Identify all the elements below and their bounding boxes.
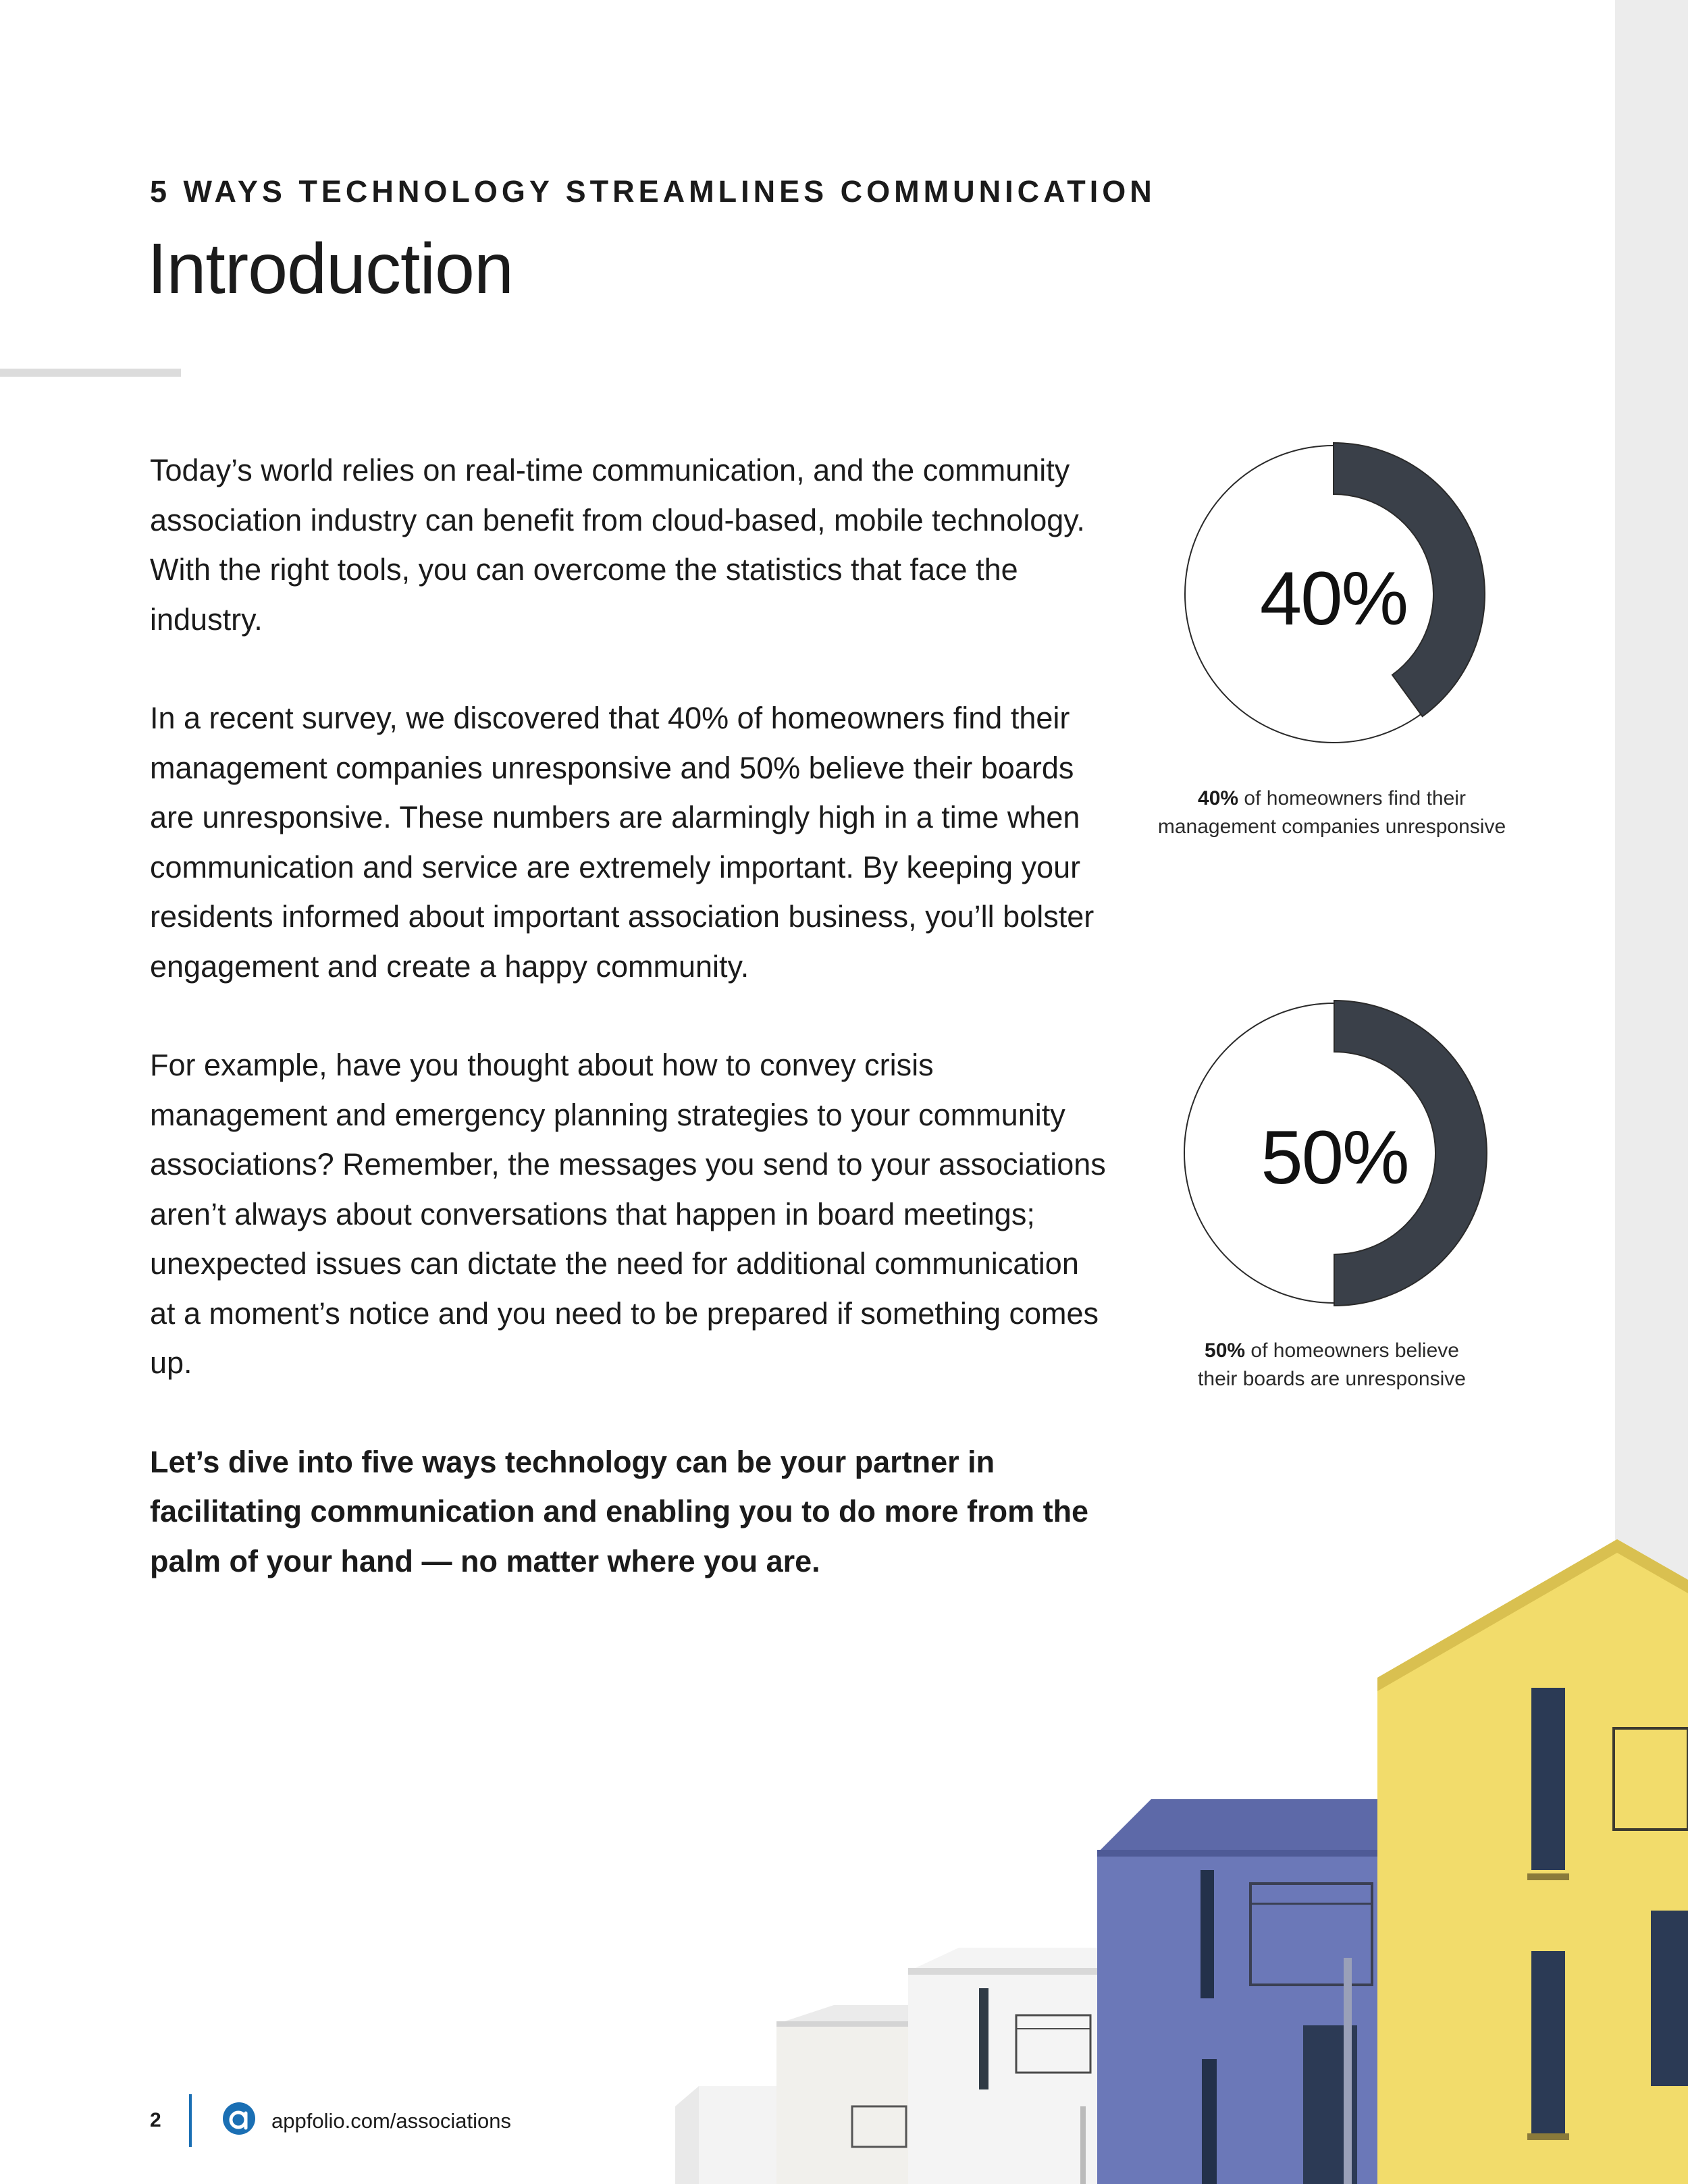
appfolio-logo-icon [221, 2101, 257, 2139]
footer-divider [189, 2094, 192, 2147]
stat-percent-40: 40% [1259, 556, 1408, 641]
caption-text-50: of homeowners believe [1245, 1339, 1459, 1362]
caption-line2-40: management companies unresponsive [1157, 816, 1506, 838]
caption-bold-50: 50% [1205, 1339, 1246, 1362]
page-title: Introduction [147, 229, 513, 309]
caption-line2-50: their boards are unresponsive [1198, 1368, 1466, 1390]
stat-percent-50: 50% [1261, 1115, 1408, 1200]
paragraph-example: For example, have you thought about how to convey crisis management and emergency planning strategies to your community associations? Remember, the messages you send to your associations aren’t always about conversations that happen in board meetings; unexpected issues can dictate the need for additional communication at a moment’s notice and you need to be prepared if something comes up. [150, 1048, 1106, 1380]
paragraph-intro: Today’s world relies on real-time communication, and the community association industry can benefit from cloud-based, mobile technology. With the right tools, you can overcome the statistics that face the industry. [150, 453, 1085, 637]
page-number: 2 [150, 2109, 161, 2131]
caption-bold-40: 40% [1198, 787, 1239, 809]
paragraph-survey: In a recent survey, we discovered that 40% of homeowners find their management companies unresponsive and 50% believe their boards are unresponsive. These numbers are alarmingly high in a time when communication and service are extremely important. By keeping your residents informed about important association business, you’ll bolster engagement and create a happy community. [150, 701, 1094, 984]
paragraph-closing: Let’s dive into five ways technology can be your partner in facilitating communication and enabling you to do more from the palm of your hand — no matter where you are. [150, 1444, 1089, 1578]
caption-text-40: of homeowners find their [1238, 787, 1466, 809]
footer-url-link[interactable]: appfolio.com/associations [271, 2109, 511, 2133]
section-eyebrow: 5 WAYS TECHNOLOGY STREAMLINES COMMUNICATION [150, 174, 1156, 209]
